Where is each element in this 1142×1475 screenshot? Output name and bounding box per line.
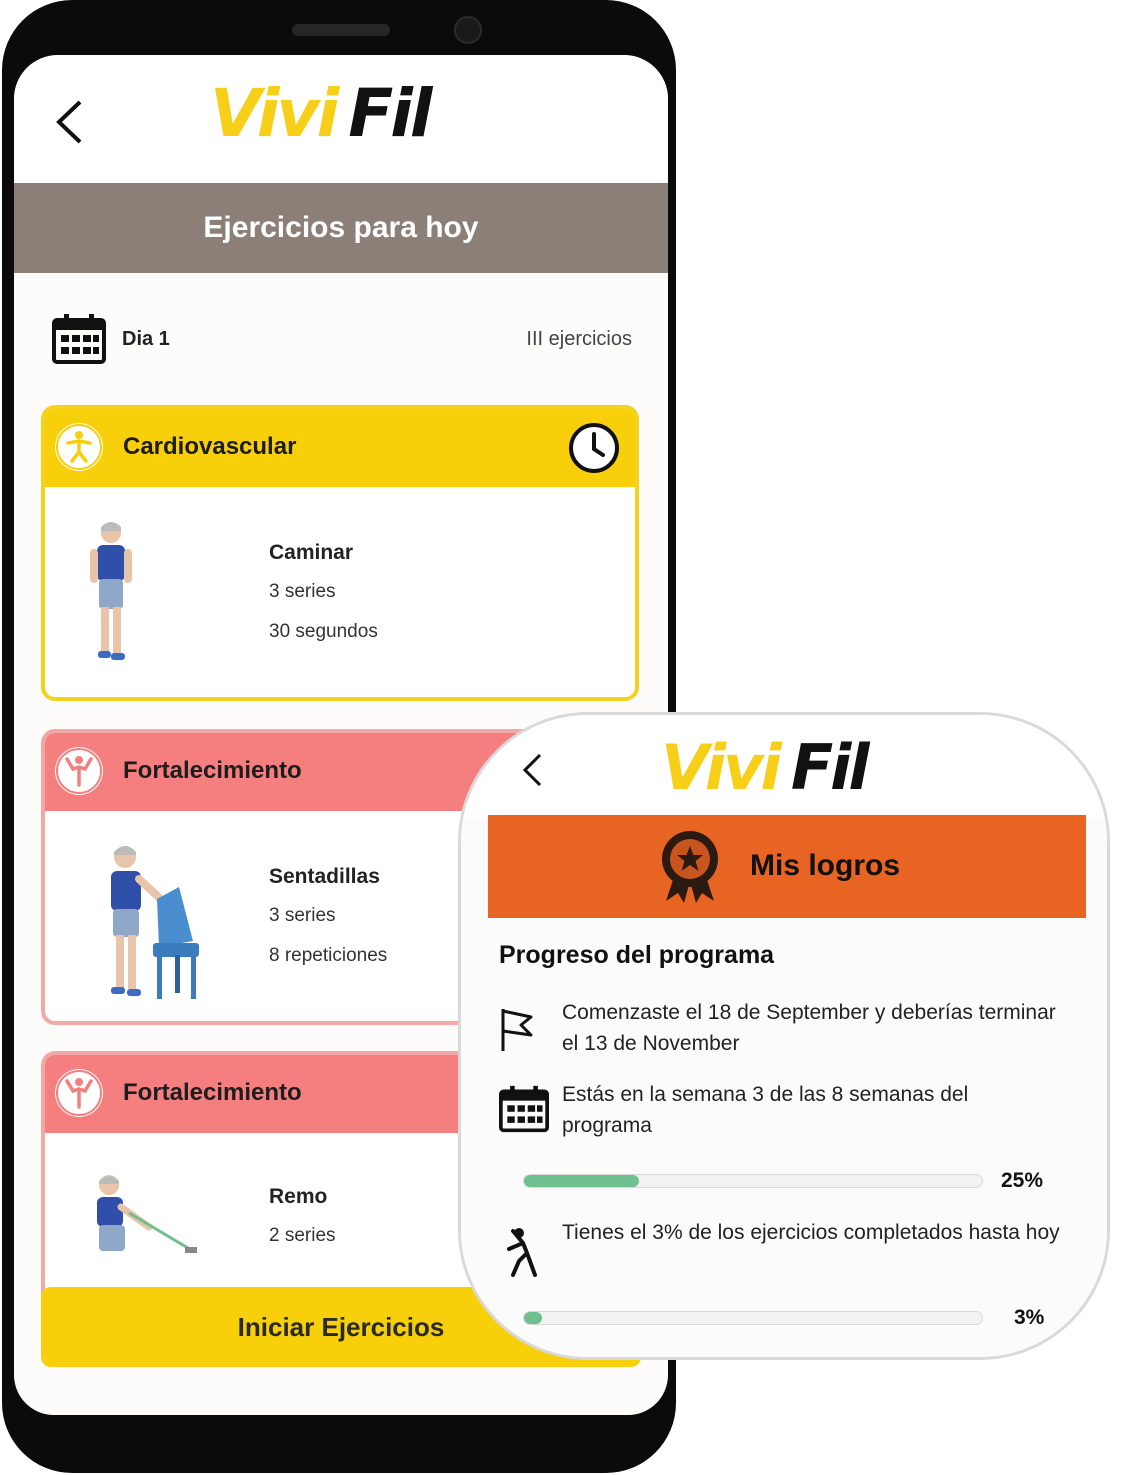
- clock-icon[interactable]: [567, 421, 621, 479]
- exercise-card-cardio[interactable]: [41, 405, 639, 701]
- card-header: [45, 409, 635, 487]
- exercise-sets: 3 series: [269, 581, 336, 602]
- week-progress-bar: [523, 1174, 983, 1188]
- exercises-completed-text: Tienes el 3% de los ejercicios completados hasta hoy: [562, 1221, 1060, 1244]
- day-row: [52, 310, 632, 370]
- program-week-text: Estás en la semana 3 de las 8 semanas del programa: [562, 1083, 969, 1137]
- start-exercises-button[interactable]: Iniciar Ejercicios: [41, 1287, 641, 1367]
- vivifil-logo: [661, 731, 867, 804]
- category-label: Fortalecimiento: [123, 757, 302, 784]
- exercises-completed-row: [499, 1217, 1059, 1287]
- exercise-duration: 30 segundos: [269, 621, 378, 642]
- page-title: Ejercicios para hoy: [14, 183, 668, 273]
- banner-title: Mis logros: [750, 849, 901, 882]
- logo-fil: Fil: [348, 75, 430, 152]
- logo-fil: Fil: [790, 731, 867, 804]
- day-label: Dia 1: [122, 328, 170, 350]
- category-label: Fortalecimiento: [123, 1079, 302, 1106]
- achievements-banner: [488, 815, 1086, 918]
- phone-speaker: [292, 24, 390, 36]
- app-header: [14, 55, 668, 183]
- completed-progress-bar: [523, 1311, 983, 1325]
- exercise-name: Caminar: [269, 541, 354, 564]
- strength-category-icon: [55, 747, 103, 795]
- vivifil-logo: [210, 75, 430, 152]
- calendar-icon: [499, 1085, 549, 1137]
- stretching-person-icon: [505, 1227, 539, 1281]
- chevron-left-icon[interactable]: [521, 753, 543, 787]
- flag-icon: [499, 1007, 535, 1055]
- completed-progress-fill: [524, 1312, 542, 1324]
- award-badge-icon: [658, 829, 722, 909]
- program-week-row: [499, 1079, 1059, 1149]
- completed-progress-label: 3%: [1014, 1306, 1045, 1329]
- section-title: Progreso del programa: [499, 941, 775, 969]
- exercise-reps: 8 repeticiones: [269, 945, 388, 966]
- achievements-popup: [458, 712, 1110, 1360]
- exercise-count: III ejercicios: [526, 328, 632, 350]
- exercise-sets: 3 series: [269, 905, 336, 926]
- rowing-illustration: [89, 1173, 199, 1267]
- logo-vivi: Vivi: [210, 75, 337, 152]
- week-progress-fill: [524, 1175, 639, 1187]
- program-dates-row: [499, 997, 1059, 1067]
- week-progress-label: 25%: [1001, 1169, 1044, 1192]
- exercise-sets: 2 series: [269, 1225, 336, 1246]
- phone-camera: [454, 16, 482, 44]
- exercise-name: Sentadillas: [269, 865, 380, 888]
- strength-category-icon: [55, 1069, 103, 1117]
- chevron-left-icon[interactable]: [54, 99, 84, 145]
- program-dates-text: Comenzaste el 18 de September y deberías terminar el 13 de November: [562, 1001, 1056, 1055]
- popup-content: [461, 715, 1107, 1357]
- exercise-name: Remo: [269, 1185, 328, 1208]
- calendar-icon: [52, 314, 106, 368]
- category-label: Cardiovascular: [123, 433, 297, 460]
- popup-header: [461, 715, 1107, 817]
- walking-person-illustration: [81, 519, 141, 669]
- squat-with-chair-illustration: [95, 843, 215, 1007]
- cardio-category-icon: [55, 423, 103, 471]
- logo-vivi: Vivi: [661, 731, 779, 804]
